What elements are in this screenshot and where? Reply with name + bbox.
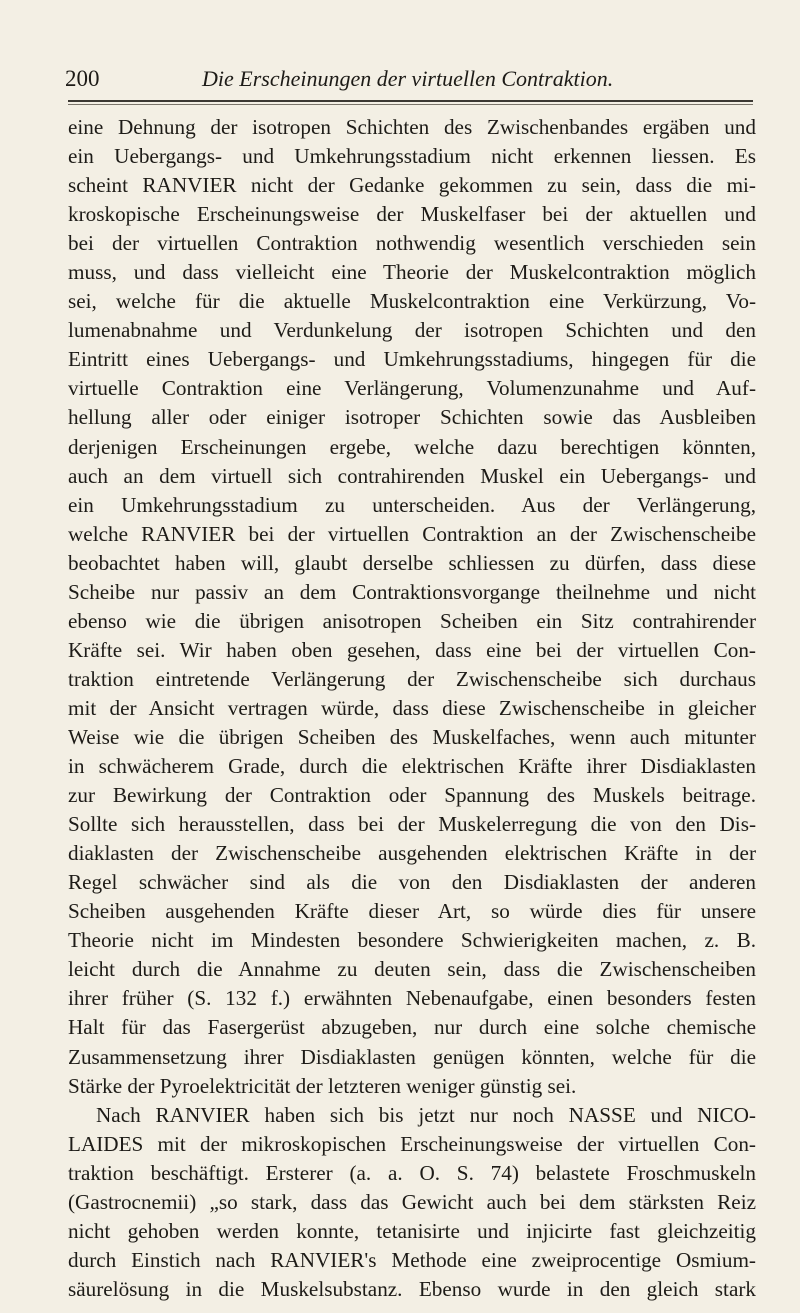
text-line: Eintritt eines Uebergangs- und Umkehrungsstadiums, hingegen für die (68, 347, 756, 372)
text-line: derjenigen Erscheinungen ergebe, welche dazu berechtigen könnten, (68, 434, 756, 459)
text-line: ihrer früher (S. 132 f.) erwähnten Nebenaufgabe, einen besonders festen (68, 986, 756, 1011)
text-line: (Gastrocnemii) „so stark, dass das Gewicht auch bei dem stärksten Reiz (68, 1189, 756, 1214)
text-line: traktion eintretende Verlängerung der Zwischenscheibe sich durchaus (68, 666, 756, 691)
header-rule-thin (68, 104, 753, 105)
text-line: mit der Ansicht vertragen würde, dass diese Zwischenscheibe in gleicher (68, 695, 756, 720)
text-line: Zusammensetzung ihrer Disdiaklasten genügen könnten, welche für die (68, 1044, 756, 1069)
text-line: scheint RANVIER nicht der Gedanke gekommen zu sein, dass die mi- (68, 173, 756, 198)
text-line: ein Uebergangs- und Umkehrungsstadium nicht erkennen liessen. Es (68, 144, 756, 169)
text-line: Nach RANVIER haben sich bis jetzt nur noch NASSE und NICO- (96, 1102, 756, 1127)
text-line: in schwächerem Grade, durch die elektrischen Kräfte ihrer Disdiaklasten (68, 754, 756, 779)
page-header (65, 64, 755, 98)
text-line: lumenabnahme und Verdunkelung der isotropen Schichten und den (68, 318, 756, 343)
text-line: säurelösung in die Muskelsubstanz. Ebenso wurde in den gleich stark (68, 1276, 756, 1301)
text-line: kroskopische Erscheinungsweise der Muskelfaser bei der aktuellen und (68, 202, 756, 227)
text-line: Scheibe nur passiv an dem Contraktionsvorgange theilnehme und nicht (68, 579, 756, 604)
text-line: muss, und dass vielleicht eine Theorie der Muskelcontraktion möglich (68, 260, 756, 285)
text-line: virtuelle Contraktion eine Verlängerung, Volumenzunahme und Auf- (68, 376, 756, 401)
header-rule (68, 100, 753, 102)
text-line: ebenso wie die übrigen anisotropen Scheiben ein Sitz contrahirender (68, 608, 756, 633)
text-line: auch an dem virtuell sich contrahirenden Muskel ein Uebergangs- und (68, 463, 756, 488)
page-number: 200 (65, 66, 100, 91)
text-line: hellung aller oder einiger isotroper Schichten sowie das Ausbleiben (68, 405, 756, 430)
text-line: bei der virtuellen Contraktion nothwendig wesentlich verschieden sein (68, 231, 756, 256)
text-line: sei, welche für die aktuelle Muskelcontraktion eine Verkürzung, Vo- (68, 289, 756, 314)
text-line: nicht gehoben werden konnte, tetanisirte und injicirte fast gleichzeitig (68, 1218, 756, 1243)
text-line: Scheiben ausgehenden Kräfte dieser Art, so würde dies für unsere (68, 899, 756, 924)
text-line: eine Dehnung der isotropen Schichten des Zwischenbandes ergäben und (68, 115, 756, 139)
text-line: zur Bewirkung der Contraktion oder Spannung des Muskels beitrage. (68, 783, 756, 808)
text-line: ein Umkehrungsstadium zu unterscheiden. Aus der Verlängerung, (68, 492, 756, 517)
text-line: traktion beschäftigt. Ersterer (a. a. O. S. 74) belastete Froschmuskeln (68, 1160, 756, 1185)
text-line: durch Einstich nach RANVIER's Methode eine zweiprocentige Osmium- (68, 1247, 756, 1272)
text-line: Sollte sich herausstellen, dass bei der Muskelerregung die von den Dis- (68, 812, 756, 837)
text-line: diaklasten der Zwischenscheibe ausgehenden elektrischen Kräfte in der (68, 841, 756, 866)
text-line: LAIDES mit der mikroskopischen Erscheinungsweise der virtuellen Con- (68, 1131, 756, 1156)
text-line: Theorie nicht im Mindesten besondere Schwierigkeiten machen, z. B. (68, 928, 756, 953)
running-title: Die Erscheinungen der virtuellen Contraktion. (202, 66, 614, 91)
text-line: leicht durch die Annahme zu deuten sein, dass die Zwischenscheiben (68, 957, 756, 982)
text-line: Kräfte sei. Wir haben oben gesehen, dass eine bei der virtuellen Con- (68, 637, 756, 662)
text-line: welche RANVIER bei der virtuellen Contraktion an der Zwischenscheibe (68, 521, 756, 546)
text-line: Stärke der Pyroelektricität der letzteren weniger günstig sei. (68, 1073, 577, 1098)
body-text (68, 113, 756, 1304)
text-line: beobachtet haben will, glaubt derselbe schliessen zu dürfen, dass diese (68, 550, 756, 575)
text-line: Weise wie die übrigen Scheiben des Muskelfaches, wenn auch mitunter (68, 724, 756, 749)
text-line: Regel schwächer sind als die von den Disdiaklasten der anderen (68, 870, 756, 895)
text-line: Halt für das Fasergerüst abzugeben, nur durch eine solche chemische (68, 1015, 756, 1040)
